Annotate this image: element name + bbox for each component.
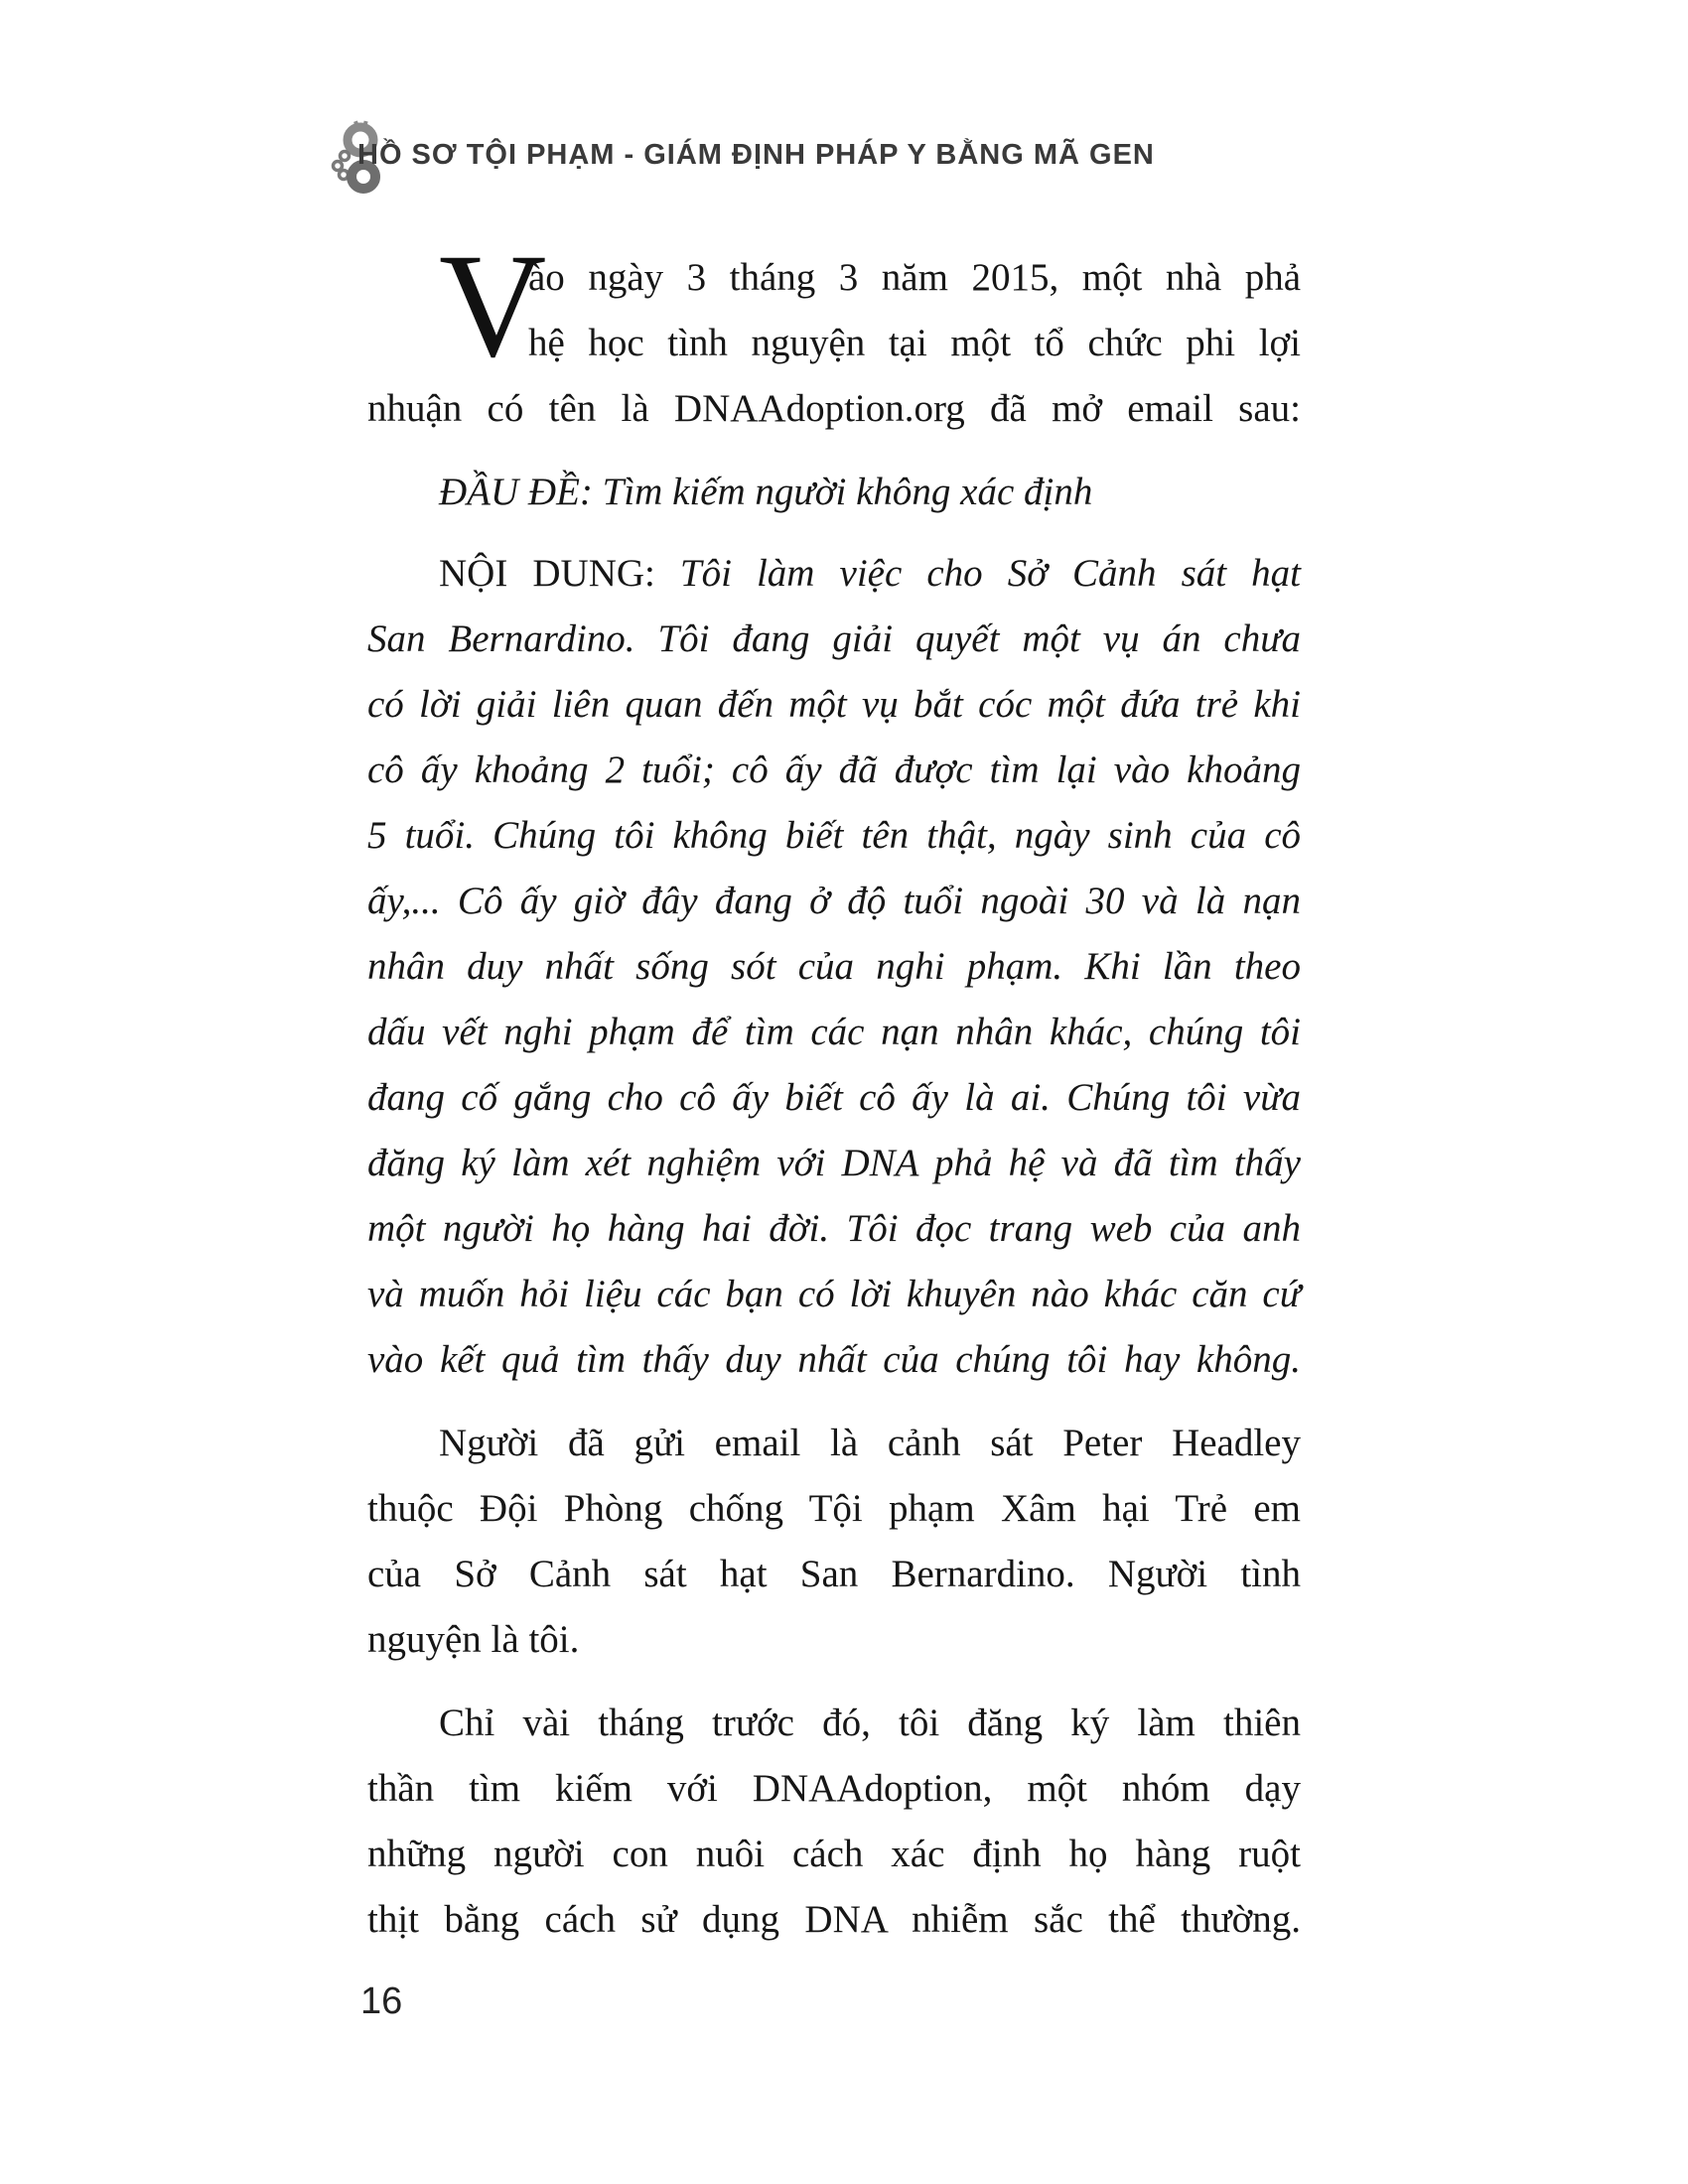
text-line: đăng ký làm xét nghiệm với DNA phả hệ và đã tìm thấy (367, 1142, 1301, 1184)
text-line: một người họ hàng hai đời. Tôi đọc trang web của anh (367, 1207, 1301, 1250)
text-line: thần tìm kiếm với DNAAdoption, một nhóm dạy (367, 1767, 1301, 1810)
running-head-title: HỒ SƠ TỘI PHẠM - GIÁM ĐỊNH PHÁP Y BẰNG MÃ GEN (357, 139, 1155, 171)
text-line: ĐẦU ĐỀ: Tìm kiếm người không xác định (439, 471, 1093, 513)
text-line: Chỉ vài tháng trước đó, tôi đăng ký làm thiên (439, 1702, 1301, 1744)
text-line: ấy,... Cô ấy giờ đây đang ở độ tuổi ngoài 30 và là nạn (367, 880, 1301, 922)
text-line: San Bernardino. Tôi đang giải quyết một vụ án chưa (367, 617, 1301, 660)
text-line: nguyện là tôi. (367, 1618, 580, 1661)
paragraph (367, 223, 1301, 442)
text-line: của Sở Cảnh sát hạt San Bernardino. Người tình (367, 1553, 1301, 1595)
text-line: cô ấy khoảng 2 tuổi; cô ấy đã được tìm lại vào khoảng (367, 749, 1301, 791)
text-line: NỘI DUNG: Tôi làm việc cho Sở Cảnh sát hạt (439, 552, 1301, 595)
text-line: đang cố gắng cho cô ấy biết cô ấy là ai. Chúng tôi vừa (367, 1076, 1301, 1119)
text-line: nhân duy nhất sống sót của nghi phạm. Khi lần theo (367, 945, 1301, 988)
text-line: Người đã gửi email là cảnh sát Peter Headley (439, 1422, 1301, 1464)
text-line: thuộc Đội Phòng chống Tội phạm Xâm hại Trẻ em (367, 1487, 1301, 1530)
paragraph (367, 1411, 1301, 1673)
line-lead-label: NỘI DUNG: (439, 552, 680, 595)
text-line: dấu vết nghi phạm để tìm các nạn nhân khác, chúng tôi (367, 1011, 1301, 1053)
paragraph (367, 541, 1301, 1393)
page-number: 16 (360, 1980, 403, 2022)
text-line: ào ngày 3 tháng 3 năm 2015, một nhà phả (528, 256, 1301, 299)
text-line: hệ học tình nguyện tại một tổ chức phi lợi (528, 322, 1301, 364)
text-line: vào kết quả tìm thấy duy nhất của chúng tôi hay không. (367, 1338, 1301, 1381)
text-line: thịt bằng cách sử dụng DNA nhiễm sắc thể thường. (367, 1898, 1301, 1941)
paragraph (367, 460, 1301, 525)
body-text (367, 223, 1301, 1953)
text-line: nhuận có tên là DNAAdoption.org đã mở email sau: (367, 387, 1301, 430)
text-line: và muốn hỏi liệu các bạn có lời khuyên nào khác căn cứ (367, 1273, 1301, 1315)
text-line: những người con nuôi cách xác định họ hàng ruột (367, 1833, 1301, 1875)
text-line: có lời giải liên quan đến một vụ bắt cóc một đứa trẻ khi (367, 683, 1301, 726)
text-line: 5 tuổi. Chúng tôi không biết tên thật, ngày sinh của cô (367, 814, 1301, 857)
paragraph (367, 1691, 1301, 1953)
drop-cap: V (439, 223, 547, 388)
